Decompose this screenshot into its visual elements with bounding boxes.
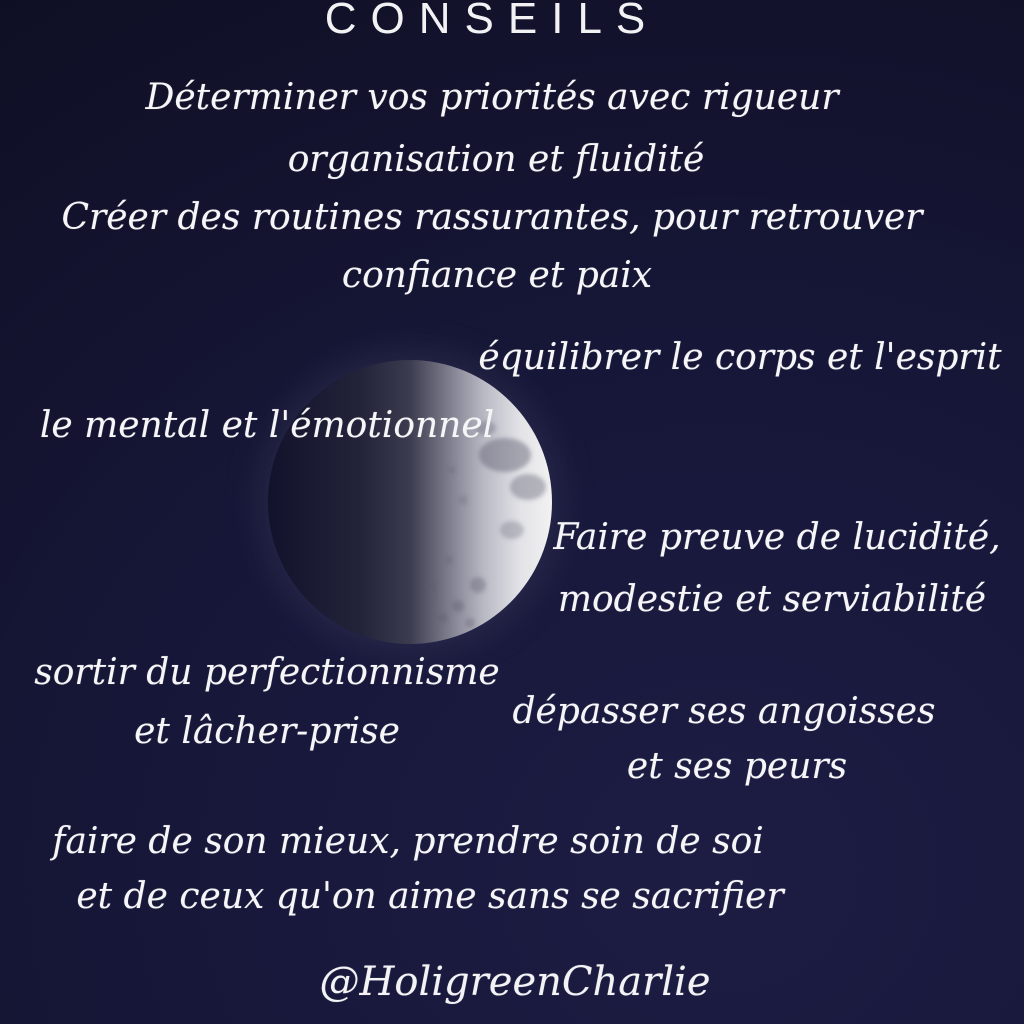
poster-title: CONSEILS (324, 0, 660, 43)
advice-angoisses-line2: et ses peurs (626, 746, 848, 787)
advice-equilibre-corps: équilibrer le corps et l'esprit (478, 337, 1002, 378)
advice-lucidite-line2: modestie et serviabilité (557, 579, 987, 620)
advice-perfectionnisme-line2: et lâcher-prise (134, 711, 400, 752)
advice-son-mieux-line1: faire de son mieux, prendre soin de soi (52, 821, 764, 862)
advice-routines-line2: confiance et paix (341, 255, 653, 296)
advice-angoisses-line1: dépasser ses angoisses (512, 691, 936, 732)
advice-son-mieux-line2: et de ceux qu'on aime sans se sacrifier (76, 876, 784, 917)
advice-mental-emotionnel: le mental et l'émotionnel (39, 405, 495, 446)
crescent-moon-icon (240, 330, 600, 690)
advice-priorities-line1: Déterminer vos priorités avec rigueur (145, 77, 839, 118)
advice-perfectionnisme-line1: sortir du perfectionnisme (34, 652, 500, 693)
advice-priorities-line2: organisation et fluidité (287, 139, 705, 180)
author-handle: @HoligreenCharlie (319, 959, 711, 1005)
advice-lucidite-line1: Faire preuve de lucidité, (553, 517, 1001, 558)
advice-routines-line1: Créer des routines rassurantes, pour retrouver (61, 197, 923, 238)
